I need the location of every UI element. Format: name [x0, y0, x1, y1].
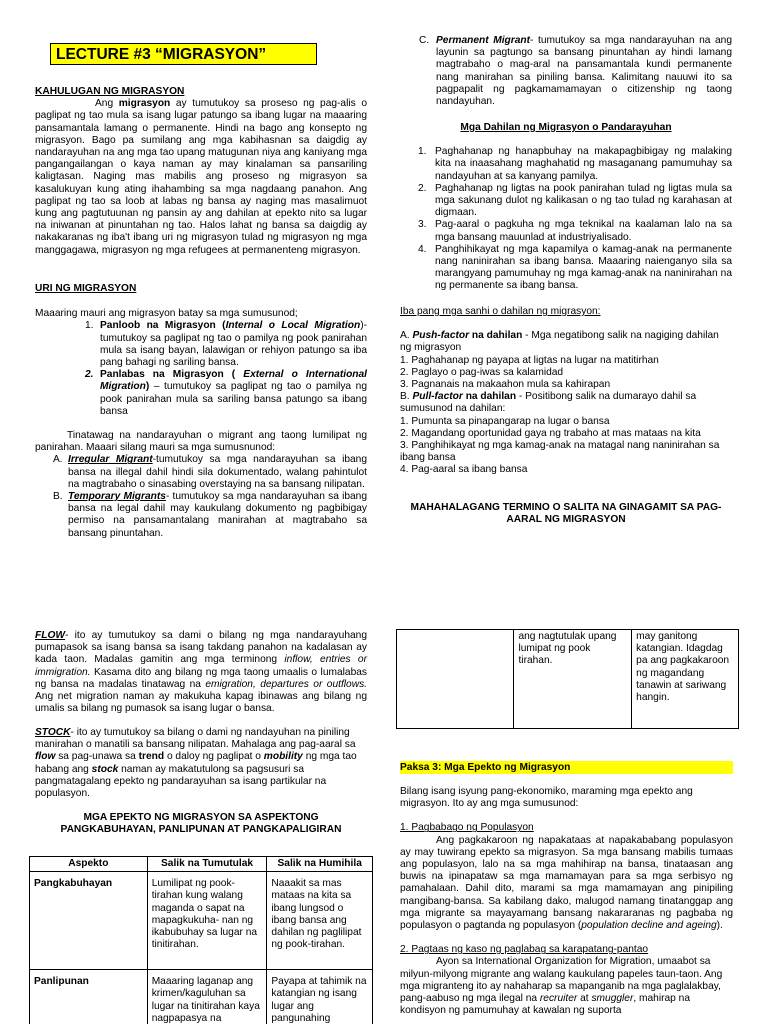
- kahulugan-body: ay tumutukoy sa proseso ng pag-alis o paglipat ng tao mula sa isang lugar patungo sa ibang lugar na maaaring pansamantala lamang o permanente. Hindi na bago ang konsepto ng migrasyon. Bago pa sumilang ang mga kabihasnan sa daigdig ay nandarayuhan na ang mga tao upang matugunan niya ang kaniyang mga pangangailangan o kaya naman ay may kinalaman sa pansariling kaligtasan. Naging mas mabilis ang proseso ng migrasyon sa kasalukuyan kung ating ihahambing sa mga nagdaang panahon. Ang paglipat ng tao sa loob at labas ng bansa ay naging mas masalimuot kung ang pagtutuunan ng pansin ay ang dahilan at epekto nito sa lugar na iniwanan at pinuntahan ng tao. Halos lahat ng bansa sa daigdig ay nakakaranas ng iba't ibang uri ng migrasyon tulad ng migrasyon ng mga manggagawa, migrasyon ng mga refugees at permanenteng migrasyon.: [35, 98, 367, 256]
- list-item: 3. Pagnanais na makaahon mula sa kahirapan: [400, 379, 611, 391]
- flow-body: - ito ay tumutukoy sa dami o bilang ng mga nandarayuhang pumapasok sa isang bansa sa isang takdang panahon na kadalasan ay kada taon. Madalas gamitin ang mga terminong: [35, 630, 367, 666]
- uri-item-2: [85, 369, 367, 418]
- table-row: [30, 872, 373, 970]
- pull-list: [400, 416, 732, 477]
- table-row: [30, 970, 373, 1024]
- push-label: A.: [400, 330, 413, 342]
- epekto-table-wrapper: [29, 856, 373, 1024]
- pull-bold: na dahilan: [462, 391, 517, 403]
- flow-body-2: Kasama dito ang bilang ng mga taong umaalis o lumalabas ng bansa na madalas tinatawag na: [35, 666, 367, 690]
- push-factor-line: [400, 330, 732, 354]
- epekto-heading: MGA EPEKTO NG MIGRASYON SA ASPEKTONG PANGKABUHAYAN, PANLIPUNAN AT PANGKAPALIGIRAN: [60, 812, 342, 836]
- uri-item-1-term: Panloob na Migrasyon: [100, 320, 216, 332]
- table-continuation-wrapper: [396, 629, 739, 729]
- stock-body-2: sa pag-unawa sa: [55, 751, 139, 763]
- kahulugan-paragraph: [35, 98, 367, 257]
- table-cell: Lumilipat ng pook-tirahan kung walang maganda o sapat na mapagkukuha- nan ng ikabubuhay sa lugar na tinitirahan.: [147, 872, 267, 970]
- uri-item-2-english: External o International Migration: [100, 369, 368, 393]
- push-bold: na dahilan: [469, 330, 523, 342]
- stock-body-3: o daloy ng paglipat o: [164, 751, 264, 763]
- kahulugan-section: [35, 86, 367, 257]
- kahulugan-pre: Ang: [95, 98, 119, 110]
- table-row: [397, 630, 739, 729]
- list-item: [418, 219, 732, 243]
- list-item: 2. Magandang oportunidad gaya ng trabaho at mas mataas na kita: [400, 427, 701, 439]
- push-list: [400, 355, 732, 392]
- paksa-s2-smuggler: smuggler: [591, 993, 634, 1005]
- uri-item-1-english: Internal o Local Migration: [225, 320, 361, 332]
- table-cell: may ganitong katangian. Idagdag pa ang pagkakaroon ng magandang tanawin at sariwang hangin.: [632, 630, 739, 729]
- uri-item-2-num: 2.: [85, 369, 94, 381]
- list-item-number: 1.: [418, 146, 427, 158]
- dahilan-section: [400, 122, 732, 293]
- list-item: 3. Panghihikayat ng mga kamag-anak na matagal nang naninirahan sa ibang bansa: [400, 440, 720, 464]
- paksa-section: [400, 786, 733, 1017]
- table-header-aspekto: Aspekto: [30, 857, 148, 872]
- table-cell: [397, 630, 514, 729]
- kahulugan-heading: KAHULUGAN NG MIGRASYON: [35, 86, 185, 97]
- migrant-intro: Tinatawag na nandarayuhan o migrant ang taong lumilipat ng panirahan. Maaari silang mauri sa mga sumusnunod:: [35, 430, 367, 454]
- paksa-heading: Paksa 3: Mga Epekto ng Migrasyon: [400, 761, 733, 774]
- uri-item-2-desc: – tumutukoy sa paglipat ng tao o pamilya ng pook panirahan mula sa sariling bansa patungo sa ibang bansa: [100, 381, 367, 417]
- push-desc: - Mga negatibong salik na nagiging dahilan ng migrasyon: [400, 330, 719, 354]
- paksa-s2-heading: 2. Pagtaas ng kaso ng paglabag sa karapatang-pantao: [400, 944, 649, 956]
- stock-body-5: naman ay makatutulong sa pagsusuri sa pangmatagalang epekto ng pandarayuhan sa isang partikular na populasyon.: [35, 763, 327, 800]
- paksa-s1-body: [400, 835, 733, 933]
- list-item: [418, 146, 732, 183]
- stock-body: - ito ay tumutukoy sa bilang o dami ng nandayuhan na piniling manirahan o manatili sa bansang nilipatan. Mahalaga ang pag-aaral sa: [35, 727, 356, 751]
- list-item-text: Paghahanap ng ligtas na pook panirahan tulad ng ligtas mula sa mga sakunang dulot ng kalikasan o ng tao tulad ng karahasan at digmaan.: [435, 182, 732, 219]
- table-cell: Naaakit sa mas mataas na kita sa ibang lungsod o ibang bansa ang dahilan ng paglilipat ng pook-tirahan.: [267, 872, 373, 970]
- list-item: 1. Pumunta sa pinapangarap na lugar o bansa: [400, 415, 610, 427]
- stock-trend-word: trend: [138, 751, 165, 763]
- flow-body-3: Ang net migration naman ay makukuha kapag ibinawas ang bilang ng umalis sa bilang ng pumasok sa isang lugar o bansa.: [35, 691, 367, 715]
- uri-item-2-term: Panlabas na Migrasyon: [100, 369, 224, 381]
- uri-item-1-paren: (: [215, 320, 226, 332]
- sanhi-section: [400, 306, 732, 477]
- lecture-title: LECTURE #3 “MIGRASYON”: [50, 43, 317, 65]
- migrant-c-term: Permanent Migrant: [436, 35, 531, 46]
- list-item-number: 2.: [418, 182, 427, 194]
- stock-term: STOCK: [35, 727, 71, 738]
- paksa-s2-recruiter: recruiter: [539, 993, 578, 1005]
- table-header-row: [30, 857, 373, 872]
- table-cell: Panlipunan: [30, 970, 148, 1024]
- paksa-intro: Bilang isang isyung pang-ekonomiko, maraming mga epekto ang migrasyon. Ito ay ang mga sumusunod:: [400, 786, 693, 810]
- uri-item-2-paren-close: ): [145, 381, 150, 393]
- stock-paragraph: [35, 727, 367, 800]
- uri-intro: Maaaring mauri ang migrasyon batay sa mga sumusunod;: [35, 308, 298, 320]
- uri-heading: URI NG MIGRASYON: [35, 283, 137, 294]
- table-cell: Pangkabuhayan: [30, 872, 148, 970]
- migrant-a-desc: -tumutukoy sa mga nandarayuhan sa ibang bansa na illegal dahil hindi sila dokumentado, walang pahintulot na magtrabaho o sinasabing overstaying na sa bansang nilipatan.: [68, 454, 368, 490]
- uri-item-2-paren: (: [223, 369, 244, 381]
- stock-stock-word: stock: [91, 763, 119, 775]
- list-item: 1. Paghahanap ng payapa at ligtas na lugar na matitirhan: [400, 354, 659, 366]
- flow-paragraph: [35, 630, 367, 715]
- stock-flow-word: flow: [35, 751, 56, 763]
- migrant-c-label: C.: [419, 35, 430, 46]
- migrant-b-term: Temporary Migrants: [68, 491, 166, 503]
- termino-heading: MAHAHALAGANG TERMINO O SALITA NA GINAGAMIT SA PAG-AARAL NG MIGRASYON: [410, 502, 722, 526]
- flow-emigration: emigration, departures or outflows.: [205, 678, 367, 690]
- paksa-s2-end: , mahirap na kondisyon ng pamumuhay at kawalan ng suporta: [400, 993, 690, 1017]
- list-item-text: Paghahanap ng hanapbuhay na makapagbibigay ng malaking kita na inaasahang maghahatid ng masaganang pamumuhay sa nandayuhan at sa kanyang pamilya.: [435, 146, 732, 182]
- list-item: [418, 244, 732, 293]
- pull-factor-line: [400, 391, 732, 415]
- list-item: 4. Pag-aaral sa ibang bansa: [400, 464, 528, 476]
- table-cell: Payapa at tahimik na katangian ng isang lugar ang pangunahing: [267, 970, 373, 1024]
- pull-term: Pull-factor: [412, 391, 463, 403]
- list-item: 2. Paglayo o pag-iwas sa kalamidad: [400, 366, 564, 378]
- migrant-b: [53, 491, 367, 540]
- table-header-humihila: Salik na Humihila: [267, 857, 373, 872]
- pull-label: B.: [400, 391, 413, 403]
- list-item: [418, 183, 732, 220]
- migrant-c: [419, 35, 732, 108]
- sanhi-heading: Iba pang mga sanhi o dahilan ng migrasyon:: [400, 306, 601, 317]
- migrant-b-label: B.: [53, 491, 63, 503]
- epekto-table: [29, 856, 373, 1024]
- table-cell: Maaaring laganap ang krimen/kaguluhan sa lugar na tinitirahan kaya nagpapasya na: [147, 970, 267, 1024]
- paksa-s1-heading: 1. Pagbabago ng Populasyon: [400, 822, 534, 834]
- paksa-s2-text: Ayon sa International Organization for Migration, umaabot sa milyun-milyong migrante ang walang kaukulang papeles taun-taon. Ang mga migranteng ito ay nahaharap sa mapanganib na mga paglalakbay, pang-aabuso ng mga ilegal na: [400, 956, 723, 1005]
- migrant-a: [53, 454, 367, 491]
- list-item-number: 4.: [418, 243, 427, 255]
- dahilan-heading: Mga Dahilan ng Migrasyon o Pandarayuhan: [460, 122, 672, 133]
- dahilan-list: [400, 146, 732, 292]
- migrant-a-term: Irregular Migrant: [68, 454, 153, 466]
- list-item-text: Pag-aaral o pagkuha ng mga teknikal na kaalaman lalo na sa mga bansang mauunlad at industriyalisado.: [435, 219, 732, 243]
- table-continuation: [396, 629, 739, 729]
- migrant-a-label: A.: [53, 454, 63, 466]
- stock-mobility-word: mobility: [263, 751, 303, 763]
- paksa-s2-mid: at: [577, 993, 592, 1005]
- uri-item-1-desc: )- tumutukoy sa paglipat ng tao o pamilya ng pook panirahan mula sa isang bayan, lalawigan or rehiyon patungo sa iba pang bahagi ng sariling bansa.: [100, 320, 367, 369]
- uri-item-1: [85, 320, 367, 369]
- paksa-s1-italic: population decline and ageing: [581, 920, 717, 932]
- push-term: Push-factor: [412, 330, 470, 342]
- list-item-number: 3.: [418, 219, 427, 231]
- table-cell: ang nagtutulak upang lumipat ng pook tirahan.: [514, 630, 632, 729]
- paksa-s1-end: ).: [716, 920, 723, 932]
- pull-desc: - Positibong salik na dumarayo dahil sa sumusunod na dahilan:: [400, 391, 697, 415]
- uri-item-1-num: 1.: [85, 320, 94, 332]
- migrant-b-desc: - tumutukoy sa mga nandarayuhan sa ibang bansa na legal dahil may kaukulang dokumento ng pagbibigay permiso na pansamantalang manirahan at magtrabaho sa bansang pinuntahan.: [68, 491, 367, 539]
- paksa-s2-body: [400, 956, 733, 1017]
- list-item-text: Panghihikayat ng mga kapamilya o kamag-anak na permanente nang naninirahan sa ibang bansa. Maaaring naienganyo sila sa marangyang pamumuhay ng mga kamag-anak na naninirahan na ng permanente sa ibang bansa.: [435, 243, 732, 292]
- migrant-c-desc: - tumutukoy sa mga nandarayuhan na ang layunin sa pagtungo sa bansang pinuntahan ay hindi lamang magtrabaho o mag-aral na pansamantala kundi permanente nang manirahan sa piniling bansa. Kalimitang nauuwi ito sa pagpapalit ng pagkamamamayan o citizenship ng taong nandayuhan.: [436, 35, 732, 108]
- uri-section: [35, 283, 367, 540]
- flow-term: FLOW: [35, 630, 65, 641]
- kahulugan-term: migrasyon: [118, 98, 171, 110]
- stock-body-4: ng mga tao habang ang: [35, 751, 357, 775]
- paksa-s1-text: Ang pagkakaroon ng napakataas at napakababang populasyon ay may tuwirang epekto sa migrasyon. Sa mga bansang mabilis tumaas ang populasyon, lalo na sa mga mahihirap na bansa, tinataasan ang buwis na ipinapataw sa mga mamamayan para sa mga serbisyo ng pamahalaan. Dahil dito, marami sa mga mamamayan ang pinipiling mangibang-bansa. Sa kabilang dako, malugod namang tinatanggap ang mga migrante sa mayayamang bansang nakararanas ng pagbaba ng populasyon o pagtanda ng populasyon (: [400, 834, 733, 932]
- table-header-tumutulak: Salik na Tumutulak: [147, 857, 267, 872]
- flow-inflow: inflow, entries or immigration.: [35, 654, 367, 678]
